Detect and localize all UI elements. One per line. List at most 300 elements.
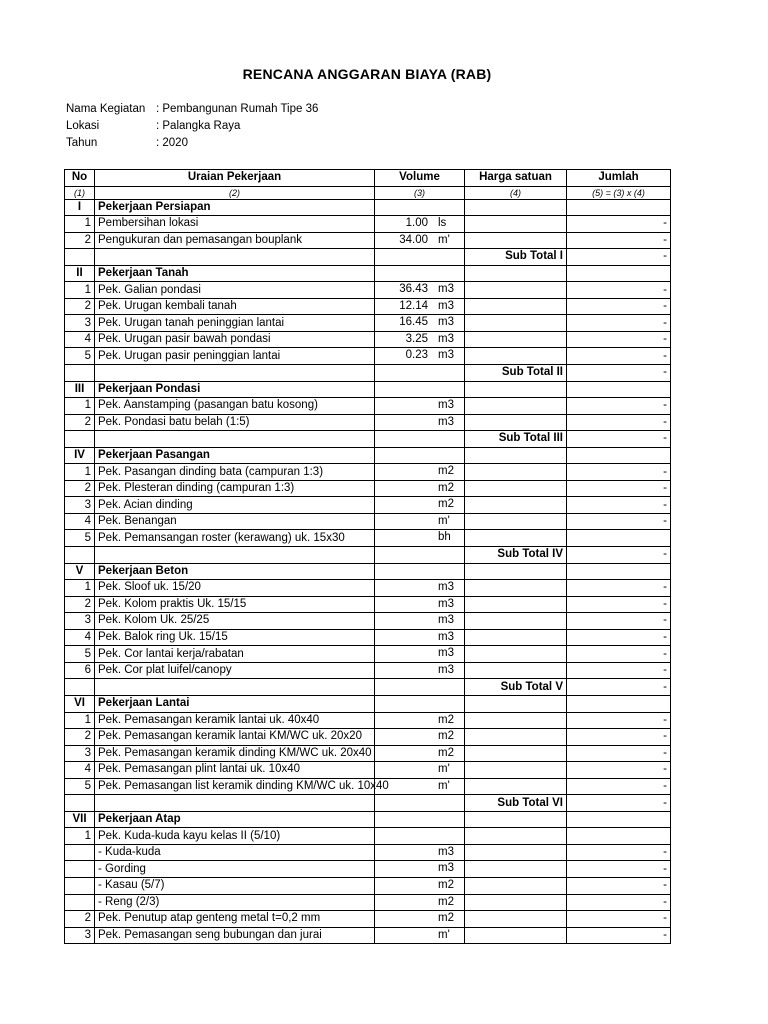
volume-cell bbox=[375, 480, 465, 497]
volume-cell bbox=[375, 580, 465, 597]
table-row bbox=[65, 844, 671, 861]
section-title: Pekerjaan Atap bbox=[95, 811, 375, 828]
volume-cell bbox=[375, 745, 465, 762]
item-description: Pek. Sloof uk. 15/20 bbox=[95, 580, 375, 597]
table-row bbox=[65, 894, 671, 911]
table-row bbox=[65, 580, 671, 597]
item-description: Pek. Kuda-kuda kayu kelas II (5/10) bbox=[95, 828, 375, 845]
table-row bbox=[65, 877, 671, 894]
amount-cell: - bbox=[567, 414, 671, 431]
amount-cell: - bbox=[567, 464, 671, 481]
section-row bbox=[65, 563, 671, 580]
item-number: 1 bbox=[65, 580, 95, 597]
table-row bbox=[65, 315, 671, 332]
subtotal-label: Sub Total V bbox=[465, 679, 567, 696]
table-row bbox=[65, 861, 671, 878]
table-row bbox=[65, 348, 671, 365]
volume-cell bbox=[375, 927, 465, 944]
column-number-2: (2) bbox=[95, 186, 375, 199]
unit-price-cell bbox=[465, 398, 567, 415]
amount-cell: - bbox=[567, 894, 671, 911]
item-description: Pek. Benangan bbox=[95, 513, 375, 530]
unit-price-cell bbox=[465, 232, 567, 249]
amount-cell bbox=[567, 447, 671, 464]
amount-cell: - bbox=[567, 497, 671, 514]
item-number: 3 bbox=[65, 315, 95, 332]
volume-quantity: 34.00 bbox=[399, 233, 428, 246]
subtotal-number-cell bbox=[65, 431, 95, 448]
subtotal-amount: - bbox=[567, 249, 671, 266]
column-number-1: (1) bbox=[65, 186, 95, 199]
table-row bbox=[65, 298, 671, 315]
item-number: 1 bbox=[65, 282, 95, 299]
volume-cell bbox=[375, 877, 465, 894]
volume-unit: m3 bbox=[438, 597, 454, 610]
table-row bbox=[65, 911, 671, 928]
unit-price-cell bbox=[465, 629, 567, 646]
subtotal-description-cell bbox=[95, 431, 375, 448]
item-number: 4 bbox=[65, 331, 95, 348]
item-number: 3 bbox=[65, 613, 95, 630]
volume-cell bbox=[375, 828, 465, 845]
rab-table bbox=[64, 169, 671, 944]
subtotal-volume-cell bbox=[375, 249, 465, 266]
amount-cell: - bbox=[567, 762, 671, 779]
volume-cell bbox=[375, 729, 465, 746]
volume-unit: ls bbox=[438, 217, 447, 230]
item-number: 5 bbox=[65, 646, 95, 663]
unit-price-cell bbox=[465, 464, 567, 481]
unit-price-cell bbox=[465, 199, 567, 216]
section-row bbox=[65, 381, 671, 398]
volume-unit: m2 bbox=[438, 465, 454, 478]
volume-quantity: 12.14 bbox=[399, 299, 428, 312]
amount-cell: - bbox=[567, 298, 671, 315]
amount-cell: - bbox=[567, 927, 671, 944]
unit-price-cell bbox=[465, 729, 567, 746]
volume-unit: m3 bbox=[438, 647, 454, 660]
project-name-row bbox=[66, 103, 318, 120]
item-description: Pek. Pasangan dinding bata (campuran 1:3) bbox=[95, 464, 375, 481]
amount-cell: - bbox=[567, 745, 671, 762]
volume-cell bbox=[375, 265, 465, 282]
volume-unit: m3 bbox=[438, 299, 454, 312]
item-number bbox=[65, 877, 95, 894]
unit-price-cell bbox=[465, 613, 567, 630]
section-title: Pekerjaan Lantai bbox=[95, 695, 375, 712]
table-row bbox=[65, 414, 671, 431]
item-description: - Reng (2/3) bbox=[95, 894, 375, 911]
volume-unit: m3 bbox=[438, 415, 454, 428]
item-number: 2 bbox=[65, 480, 95, 497]
amount-cell: - bbox=[567, 596, 671, 613]
volume-cell bbox=[375, 613, 465, 630]
table-row bbox=[65, 331, 671, 348]
project-name-label: Nama Kegiatan bbox=[66, 103, 146, 115]
subtotal-amount: - bbox=[567, 795, 671, 812]
volume-cell bbox=[375, 629, 465, 646]
table-row bbox=[65, 596, 671, 613]
unit-price-cell bbox=[465, 265, 567, 282]
volume-unit: m3 bbox=[438, 630, 454, 643]
volume-unit: m2 bbox=[438, 746, 454, 759]
volume-cell bbox=[375, 646, 465, 663]
unit-price-cell bbox=[465, 513, 567, 530]
section-row bbox=[65, 447, 671, 464]
volume-unit: m' bbox=[438, 763, 450, 776]
unit-price-cell bbox=[465, 695, 567, 712]
subtotal-description-cell bbox=[95, 547, 375, 564]
table-row bbox=[65, 497, 671, 514]
volume-cell bbox=[375, 530, 465, 547]
subtotal-number-cell bbox=[65, 249, 95, 266]
item-number: 6 bbox=[65, 662, 95, 679]
subtotal-label: Sub Total IV bbox=[465, 547, 567, 564]
volume-unit: m2 bbox=[438, 713, 454, 726]
item-number: 3 bbox=[65, 927, 95, 944]
item-description: - Kasau (5/7) bbox=[95, 877, 375, 894]
volume-cell bbox=[375, 513, 465, 530]
item-description: Pek. Urugan pasir bawah pondasi bbox=[95, 331, 375, 348]
volume-unit: m3 bbox=[438, 614, 454, 627]
volume-unit: m2 bbox=[438, 730, 454, 743]
amount-cell: - bbox=[567, 712, 671, 729]
item-description: Pembersihan lokasi bbox=[95, 216, 375, 233]
unit-price-cell bbox=[465, 662, 567, 679]
section-row bbox=[65, 695, 671, 712]
subtotal-amount: - bbox=[567, 679, 671, 696]
amount-cell bbox=[567, 530, 671, 547]
unit-price-cell bbox=[465, 778, 567, 795]
subtotal-number-cell bbox=[65, 365, 95, 382]
subtotal-description-cell bbox=[95, 365, 375, 382]
table-row bbox=[65, 530, 671, 547]
amount-cell: - bbox=[567, 861, 671, 878]
volume-cell bbox=[375, 348, 465, 365]
item-description: Pek. Plesteran dinding (campuran 1:3) bbox=[95, 480, 375, 497]
amount-cell bbox=[567, 563, 671, 580]
project-info bbox=[66, 103, 318, 154]
unit-price-cell bbox=[465, 447, 567, 464]
volume-unit: m3 bbox=[438, 862, 454, 875]
section-number: VI bbox=[65, 695, 95, 712]
volume-cell bbox=[375, 331, 465, 348]
header-no: No bbox=[65, 170, 95, 187]
volume-unit: m3 bbox=[438, 349, 454, 362]
volume-unit: m3 bbox=[438, 663, 454, 676]
volume-cell bbox=[375, 844, 465, 861]
item-number: 4 bbox=[65, 629, 95, 646]
header-description: Uraian Pekerjaan bbox=[95, 170, 375, 187]
item-description: Pek. Pemasangan seng bubungan dan jurai bbox=[95, 927, 375, 944]
unit-price-cell bbox=[465, 497, 567, 514]
volume-cell bbox=[375, 216, 465, 233]
volume-cell bbox=[375, 398, 465, 415]
volume-unit: bh bbox=[438, 531, 451, 544]
item-description: Pek. Pemasangan keramik lantai uk. 40x40 bbox=[95, 712, 375, 729]
volume-cell bbox=[375, 563, 465, 580]
item-description: Pek. Pemansangan roster (kerawang) uk. 15x30 bbox=[95, 530, 375, 547]
unit-price-cell bbox=[465, 315, 567, 332]
volume-cell bbox=[375, 298, 465, 315]
item-number: 1 bbox=[65, 216, 95, 233]
subtotal-volume-cell bbox=[375, 431, 465, 448]
amount-cell bbox=[567, 811, 671, 828]
subtotal-label: Sub Total I bbox=[465, 249, 567, 266]
unit-price-cell bbox=[465, 861, 567, 878]
volume-cell bbox=[375, 464, 465, 481]
amount-cell: - bbox=[567, 331, 671, 348]
header-volume: Volume bbox=[375, 170, 465, 187]
amount-cell: - bbox=[567, 348, 671, 365]
item-description: Pek. Cor plat luifel/canopy bbox=[95, 662, 375, 679]
section-title: Pekerjaan Pasangan bbox=[95, 447, 375, 464]
table-row bbox=[65, 464, 671, 481]
item-description: Pek. Kolom Uk. 25/25 bbox=[95, 613, 375, 630]
volume-cell bbox=[375, 712, 465, 729]
amount-cell: - bbox=[567, 613, 671, 630]
item-description: Pek. Pemasangan plint lantai uk. 10x40 bbox=[95, 762, 375, 779]
subtotal-description-cell bbox=[95, 679, 375, 696]
subtotal-number-cell bbox=[65, 795, 95, 812]
location-value: : Palangka Raya bbox=[156, 120, 241, 132]
item-number bbox=[65, 844, 95, 861]
amount-cell: - bbox=[567, 216, 671, 233]
table-row bbox=[65, 745, 671, 762]
location-row bbox=[66, 120, 318, 137]
volume-cell bbox=[375, 662, 465, 679]
amount-cell: - bbox=[567, 844, 671, 861]
table-row bbox=[65, 662, 671, 679]
item-description: - Kuda-kuda bbox=[95, 844, 375, 861]
year-value: : 2020 bbox=[156, 137, 188, 149]
volume-unit: m' bbox=[438, 233, 450, 246]
volume-unit: m3 bbox=[438, 581, 454, 594]
unit-price-cell bbox=[465, 712, 567, 729]
table-row bbox=[65, 232, 671, 249]
volume-cell bbox=[375, 414, 465, 431]
amount-cell: - bbox=[567, 662, 671, 679]
column-number-5: (5) = (3) x (4) bbox=[567, 186, 671, 199]
volume-unit: m3 bbox=[438, 332, 454, 345]
item-description: Pek. Penutup atap genteng metal t=0,2 mm bbox=[95, 911, 375, 928]
item-description: - Gording bbox=[95, 861, 375, 878]
header-unit-price: Harga satuan bbox=[465, 170, 567, 187]
unit-price-cell bbox=[465, 348, 567, 365]
table-row bbox=[65, 729, 671, 746]
subtotal-row bbox=[65, 365, 671, 382]
amount-cell bbox=[567, 199, 671, 216]
document-title: RENCANA ANGGARAN BIAYA (RAB) bbox=[242, 66, 492, 82]
item-number: 4 bbox=[65, 762, 95, 779]
amount-cell: - bbox=[567, 315, 671, 332]
item-number: 1 bbox=[65, 464, 95, 481]
item-number bbox=[65, 894, 95, 911]
item-number: 2 bbox=[65, 298, 95, 315]
volume-unit: m2 bbox=[438, 895, 454, 908]
section-title: Pekerjaan Persiapan bbox=[95, 199, 375, 216]
item-number: 2 bbox=[65, 596, 95, 613]
subtotal-row bbox=[65, 547, 671, 564]
unit-price-cell bbox=[465, 331, 567, 348]
unit-price-cell bbox=[465, 530, 567, 547]
amount-cell: - bbox=[567, 513, 671, 530]
table-body bbox=[65, 199, 671, 944]
unit-price-cell bbox=[465, 381, 567, 398]
item-description: Pek. Pemasangan list keramik dinding KM/WC uk. 10x40 bbox=[95, 778, 375, 795]
section-number: V bbox=[65, 563, 95, 580]
volume-cell bbox=[375, 894, 465, 911]
subtotal-row bbox=[65, 249, 671, 266]
item-description: Pek. Cor lantai kerja/rabatan bbox=[95, 646, 375, 663]
table-row bbox=[65, 828, 671, 845]
section-number: I bbox=[65, 199, 95, 216]
unit-price-cell bbox=[465, 911, 567, 928]
item-description: Pek. Urugan tanah peninggian lantai bbox=[95, 315, 375, 332]
table-row bbox=[65, 398, 671, 415]
volume-unit: m3 bbox=[438, 845, 454, 858]
unit-price-cell bbox=[465, 877, 567, 894]
subtotal-amount: - bbox=[567, 431, 671, 448]
table-row bbox=[65, 513, 671, 530]
subtotal-label: Sub Total III bbox=[465, 431, 567, 448]
table-column-number-row bbox=[65, 186, 671, 199]
unit-price-cell bbox=[465, 298, 567, 315]
section-number: VII bbox=[65, 811, 95, 828]
item-number: 2 bbox=[65, 414, 95, 431]
item-number: 3 bbox=[65, 497, 95, 514]
subtotal-label: Sub Total VI bbox=[465, 795, 567, 812]
section-row bbox=[65, 811, 671, 828]
unit-price-cell bbox=[465, 894, 567, 911]
section-number: IV bbox=[65, 447, 95, 464]
subtotal-volume-cell bbox=[375, 547, 465, 564]
volume-quantity: 3.25 bbox=[405, 332, 428, 345]
unit-price-cell bbox=[465, 216, 567, 233]
amount-cell: - bbox=[567, 911, 671, 928]
amount-cell: - bbox=[567, 729, 671, 746]
table-row bbox=[65, 629, 671, 646]
table-row bbox=[65, 216, 671, 233]
subtotal-number-cell bbox=[65, 547, 95, 564]
unit-price-cell bbox=[465, 828, 567, 845]
amount-cell bbox=[567, 695, 671, 712]
item-number: 4 bbox=[65, 513, 95, 530]
subtotal-label: Sub Total II bbox=[465, 365, 567, 382]
volume-unit: m2 bbox=[438, 912, 454, 925]
volume-cell bbox=[375, 315, 465, 332]
item-number: 5 bbox=[65, 530, 95, 547]
item-number: 1 bbox=[65, 828, 95, 845]
volume-cell bbox=[375, 199, 465, 216]
item-number: 5 bbox=[65, 778, 95, 795]
volume-quantity: 1.00 bbox=[405, 217, 428, 230]
amount-cell: - bbox=[567, 877, 671, 894]
amount-cell: - bbox=[567, 580, 671, 597]
table-header-row bbox=[65, 170, 671, 187]
volume-cell bbox=[375, 497, 465, 514]
section-title: Pekerjaan Tanah bbox=[95, 265, 375, 282]
item-description: Pek. Acian dinding bbox=[95, 497, 375, 514]
table-row bbox=[65, 778, 671, 795]
table-row bbox=[65, 646, 671, 663]
unit-price-cell bbox=[465, 762, 567, 779]
unit-price-cell bbox=[465, 580, 567, 597]
volume-unit: m' bbox=[438, 779, 450, 792]
item-description: Pek. Urugan kembali tanah bbox=[95, 298, 375, 315]
section-number: II bbox=[65, 265, 95, 282]
subtotal-volume-cell bbox=[375, 795, 465, 812]
volume-cell bbox=[375, 447, 465, 464]
subtotal-amount: - bbox=[567, 547, 671, 564]
subtotal-number-cell bbox=[65, 679, 95, 696]
volume-cell bbox=[375, 911, 465, 928]
volume-quantity: 36.43 bbox=[399, 283, 428, 296]
header-amount: Jumlah bbox=[567, 170, 671, 187]
volume-unit: m2 bbox=[438, 498, 454, 511]
table-row bbox=[65, 927, 671, 944]
location-label: Lokasi bbox=[66, 120, 100, 132]
volume-cell bbox=[375, 861, 465, 878]
volume-quantity: 0.23 bbox=[405, 349, 428, 362]
unit-price-cell bbox=[465, 927, 567, 944]
subtotal-description-cell bbox=[95, 795, 375, 812]
amount-cell: - bbox=[567, 232, 671, 249]
volume-cell bbox=[375, 596, 465, 613]
amount-cell: - bbox=[567, 629, 671, 646]
item-description: Pek. Aanstamping (pasangan batu kosong) bbox=[95, 398, 375, 415]
volume-unit: m2 bbox=[438, 878, 454, 891]
table-row bbox=[65, 480, 671, 497]
volume-cell bbox=[375, 695, 465, 712]
unit-price-cell bbox=[465, 844, 567, 861]
table-row bbox=[65, 282, 671, 299]
item-number: 2 bbox=[65, 729, 95, 746]
section-title: Pekerjaan Pondasi bbox=[95, 381, 375, 398]
amount-cell: - bbox=[567, 778, 671, 795]
unit-price-cell bbox=[465, 745, 567, 762]
table-row bbox=[65, 762, 671, 779]
subtotal-row bbox=[65, 431, 671, 448]
item-description: Pek. Pondasi batu belah (1:5) bbox=[95, 414, 375, 431]
subtotal-description-cell bbox=[95, 249, 375, 266]
item-description: Pek. Balok ring Uk. 15/15 bbox=[95, 629, 375, 646]
item-description: Pek. Galian pondasi bbox=[95, 282, 375, 299]
item-description: Pek. Urugan pasir peninggian lantai bbox=[95, 348, 375, 365]
year-label: Tahun bbox=[66, 137, 98, 149]
item-number: 2 bbox=[65, 232, 95, 249]
amount-cell bbox=[567, 828, 671, 845]
unit-price-cell bbox=[465, 646, 567, 663]
unit-price-cell bbox=[465, 811, 567, 828]
amount-cell: - bbox=[567, 282, 671, 299]
subtotal-amount: - bbox=[567, 365, 671, 382]
volume-cell bbox=[375, 232, 465, 249]
column-number-4: (4) bbox=[465, 186, 567, 199]
amount-cell: - bbox=[567, 480, 671, 497]
year-row bbox=[66, 137, 318, 154]
item-description: Pek. Pemasangan keramik dinding KM/WC uk. 20x40 bbox=[95, 745, 375, 762]
volume-unit: m2 bbox=[438, 481, 454, 494]
item-description: Pek. Pemasangan keramik lantai KM/WC uk. 20x20 bbox=[95, 729, 375, 746]
volume-unit: m' bbox=[438, 928, 450, 941]
subtotal-row bbox=[65, 795, 671, 812]
volume-unit: m3 bbox=[438, 283, 454, 296]
volume-cell bbox=[375, 282, 465, 299]
volume-quantity: 16.45 bbox=[399, 316, 428, 329]
item-number bbox=[65, 861, 95, 878]
table-row bbox=[65, 613, 671, 630]
